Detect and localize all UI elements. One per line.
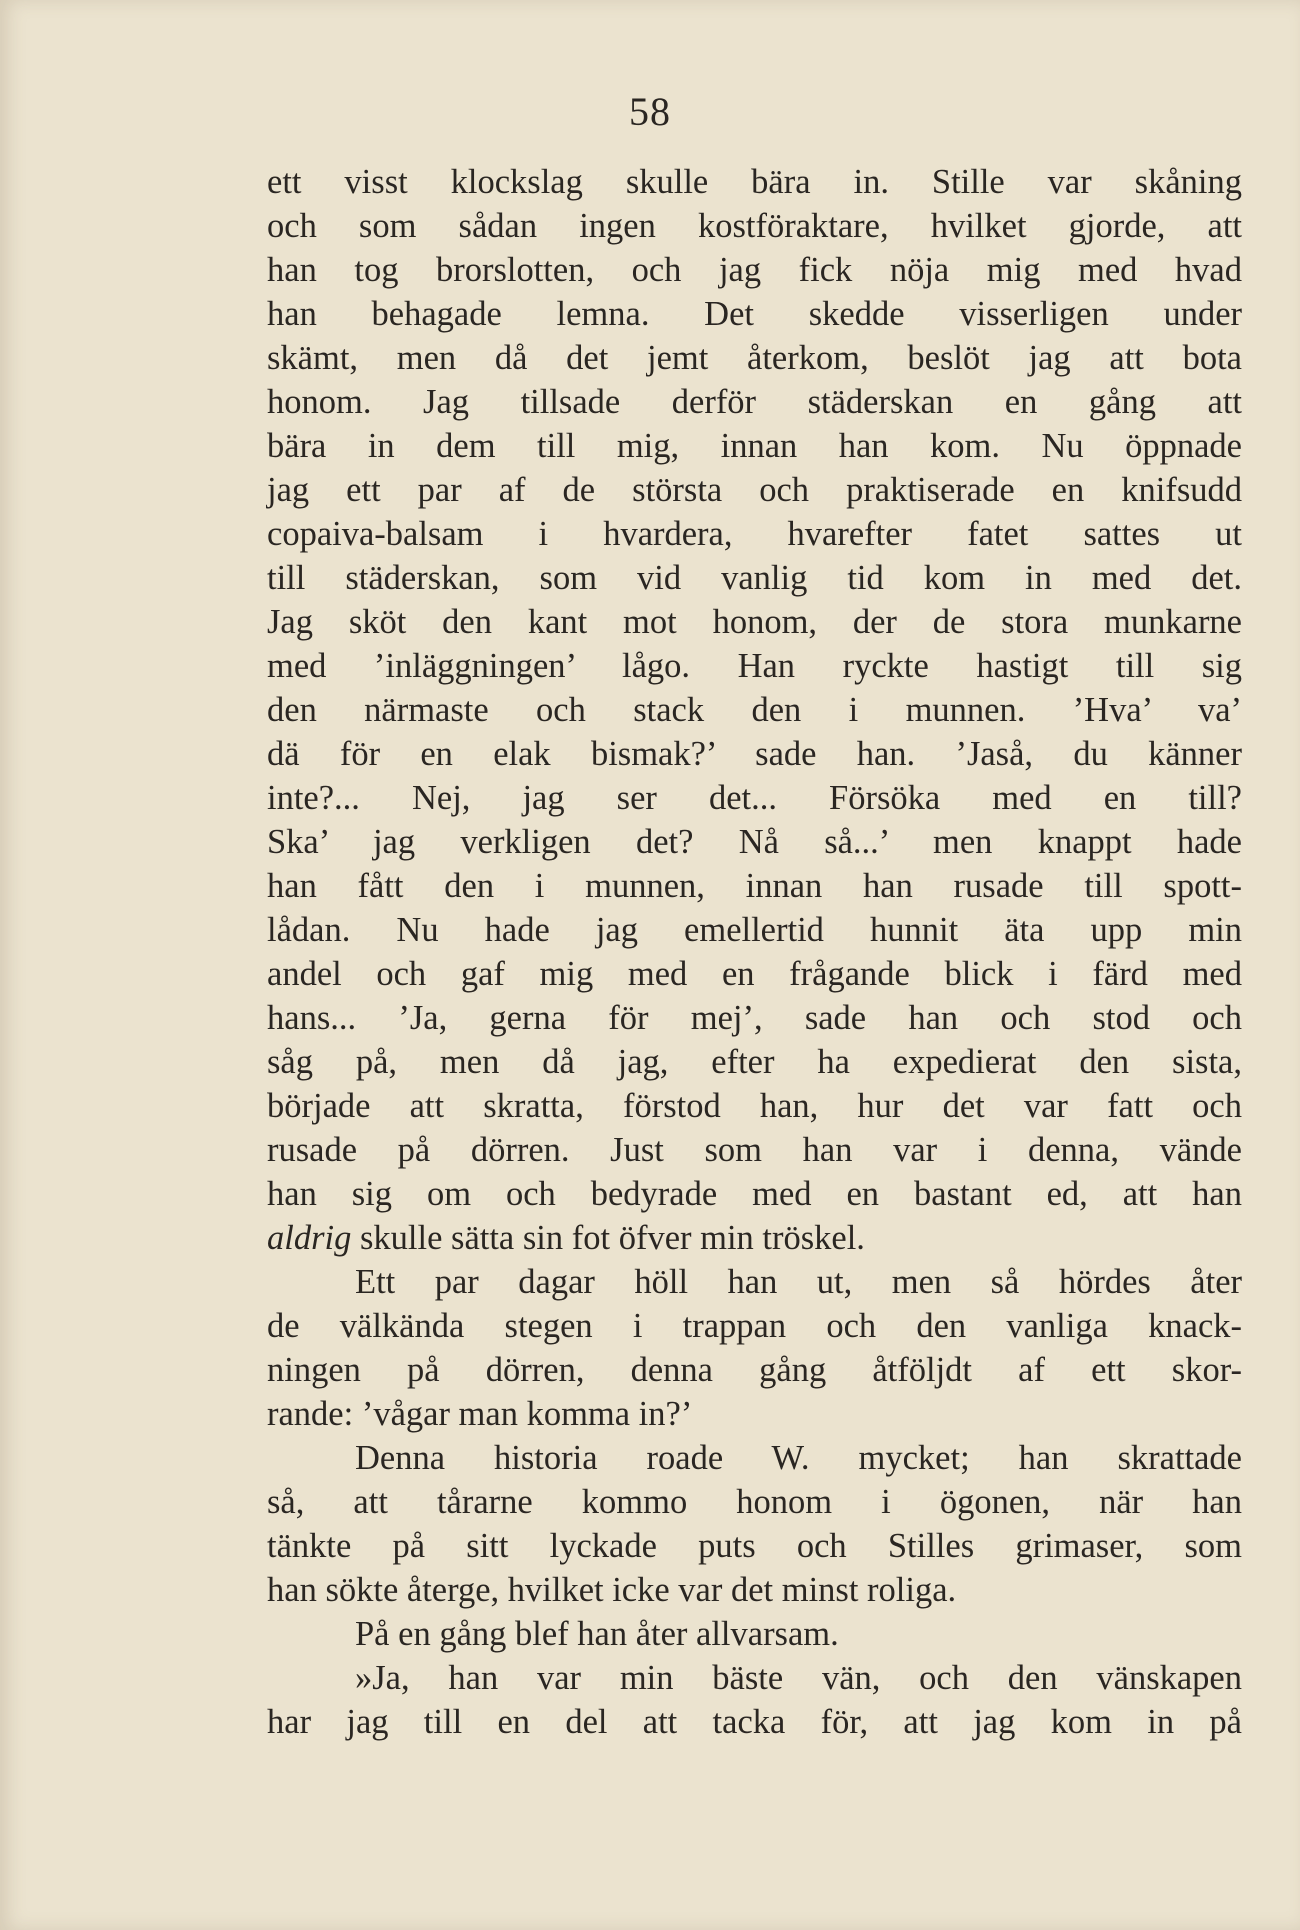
line-text: Jag sköt den kant mot honom, der de stora munkarne [267,603,1242,641]
text-line [267,1568,1242,1612]
text-line [267,1700,1242,1744]
text-line [267,1348,1242,1392]
text-line [267,204,1242,248]
text-line [267,512,1242,556]
line-text: den närmaste och stack den i munnen. ’Hva’ va’ [267,691,1242,729]
text-line [267,1392,1242,1436]
text-line [267,424,1242,468]
line-text: så, att tårarne kommo honom i ögonen, när han [267,1483,1242,1521]
line-text: Denna historia roade W. mycket; han skrattade [355,1439,1242,1477]
line-text: och som sådan ingen kostföraktare, hvilket gjorde, att [267,207,1242,245]
text-line [267,864,1242,908]
line-text: rande: ’vågar man komma in?’ [267,1395,693,1433]
text-line [267,160,1242,204]
line-text: började att skratta, förstod han, hur det var fatt och [267,1087,1242,1125]
text-line [267,248,1242,292]
text-line [267,776,1242,820]
line-text: copaiva-balsam i hvardera, hvarefter fatet sattes ut [267,515,1242,553]
text-line [267,336,1242,380]
text-line [267,1524,1242,1568]
line-text: bära in dem till mig, innan han kom. Nu öppnade [267,427,1242,465]
text-line [267,952,1242,996]
line-text: han sig om och bedyrade med en bastant ed, att han [267,1175,1242,1213]
text-line [267,1480,1242,1524]
line-text: På en gång blef han åter allvarsam. [355,1615,839,1653]
line-text: ningen på dörren, denna gång åtföljdt af ett skor- [267,1351,1242,1389]
line-text: hans... ’Ja, gerna för mej’, sade han och stod och [267,999,1242,1037]
text-line [267,1436,1242,1480]
line-text: han sökte återge, hvilket icke var det minst roliga. [267,1571,957,1609]
line-text: jag ett par af de största och praktiserade en knifsudd [267,471,1242,509]
text-line [267,908,1242,952]
text-line [267,820,1242,864]
line-text: han fått den i munnen, innan han rusade till spott- [267,867,1242,905]
line-text: lådan. Nu hade jag emellertid hunnit äta upp min [267,911,1242,949]
text-line [267,292,1242,336]
line-text: han tog brorslotten, och jag fick nöja mig med hvad [267,251,1242,289]
text-line [267,600,1242,644]
line-text: såg på, men då jag, efter ha expedierat den sista, [267,1043,1242,1081]
text-line [267,380,1242,424]
text-line [267,1216,1242,1260]
text-line [267,1128,1242,1172]
line-text: andel och gaf mig med en frågande blick i färd med [267,955,1242,993]
text-line [267,556,1242,600]
line-text: Ett par dagar höll han ut, men så hördes åter [355,1263,1242,1301]
line-text: rusade på dörren. Just som han var i denna, vände [267,1131,1242,1169]
line-text: Ska’ jag verkligen det? Nå så...’ men knappt hade [267,823,1242,861]
line-text: har jag till en del att tacka för, att jag kom in på [267,1703,1242,1741]
text-line [267,1612,1242,1656]
text-line [267,732,1242,776]
line-text: de välkända stegen i trappan och den vanliga knack- [267,1307,1242,1345]
text-line [267,1040,1242,1084]
line-text: inte?... Nej, jag ser det... Försöka med en till? [267,779,1242,817]
line-text: med ’inläggningen’ lågo. Han ryckte hastigt till sig [267,647,1242,685]
line-text: skulle sätta sin fot öfver min tröskel. [351,1219,865,1257]
text-line [267,996,1242,1040]
body-text [267,160,1242,1744]
text-line [267,1260,1242,1304]
line-text: han behagade lemna. Det skedde visserligen under [267,295,1242,333]
text-line [267,1304,1242,1348]
line-text: till städerskan, som vid vanlig tid kom in med det. [267,559,1242,597]
page-number: 58 [629,89,671,134]
text-line [267,468,1242,512]
italic-word: aldrig [267,1219,352,1257]
text-line [267,644,1242,688]
line-text: ett visst klockslag skulle bära in. Stille var skåning [267,163,1242,201]
line-text: »Ja, han var min bäste vän, och den vänskapen [355,1659,1242,1697]
line-text: honom. Jag tillsade derför städerskan en gång att [267,383,1242,421]
line-text: tänkte på sitt lyckade puts och Stilles grimaser, som [267,1527,1242,1565]
text-line [267,1172,1242,1216]
text-line [267,1656,1242,1700]
line-text: skämt, men då det jemt återkom, beslöt jag att bota [267,339,1242,377]
text-line [267,1084,1242,1128]
line-text: dä för en elak bismak?’ sade han. ’Jaså, du känner [267,735,1242,773]
text-line [267,688,1242,732]
